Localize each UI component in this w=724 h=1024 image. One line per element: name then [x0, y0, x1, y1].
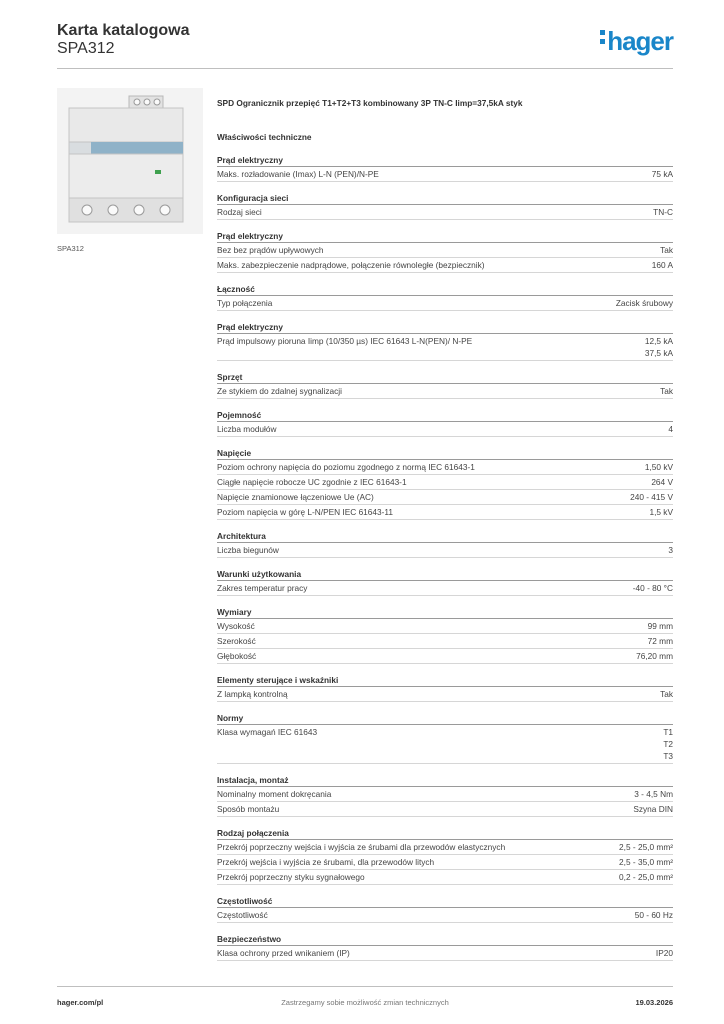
spec-value-line: 76,20 mm: [636, 651, 673, 661]
spec-section: [217, 530, 673, 558]
spec-section: [217, 192, 673, 220]
spec-row: [217, 649, 673, 664]
spec-label: Napięcie znamionowe łączeniowe Ue (AC): [217, 492, 374, 502]
spec-value-line: 1,5 kV: [649, 507, 673, 517]
spec-value: [663, 726, 673, 762]
spec-value: [660, 385, 673, 397]
spec-value: [634, 788, 673, 800]
spec-value-line: Tak: [660, 689, 673, 699]
hager-logo: hager: [600, 26, 673, 57]
page-header: [57, 20, 673, 70]
spec-label: Szerokość: [217, 636, 256, 646]
spec-value: [633, 803, 673, 815]
spec-value-line: Zacisk śrubowy: [615, 298, 673, 308]
spec-label: Przekrój poprzeczny styku sygnałowego: [217, 872, 365, 882]
spec-row: [217, 946, 673, 961]
spec-row: [217, 460, 673, 475]
spec-row: [217, 687, 673, 702]
spec-value: [645, 461, 673, 473]
spec-value: [633, 582, 673, 594]
spec-value-line: 12,5 kA: [644, 336, 673, 346]
spec-value-line: 50 - 60 Hz: [634, 910, 673, 920]
document-title: Karta katalogowa: [57, 22, 190, 39]
spec-value-line: T3: [663, 751, 673, 761]
spec-row: [217, 619, 673, 634]
section-title: Wymiary: [217, 606, 673, 619]
spec-value: [651, 476, 673, 488]
spec-value: [616, 297, 673, 309]
spec-content: [217, 96, 673, 961]
spec-label: Wysokość: [217, 621, 255, 631]
spec-value: [645, 335, 673, 359]
spec-row: [217, 422, 673, 437]
spec-section: [217, 321, 673, 361]
properties-heading: Właściwości techniczne: [217, 132, 312, 142]
spec-value-line: 37,5 kA: [644, 348, 673, 358]
product-image: [57, 88, 203, 234]
spec-value-line: 264 V: [651, 477, 673, 487]
spec-value: [668, 423, 673, 435]
spec-label: Maks. rozładowanie (Imax) L-N (PEN)/N-PE: [217, 169, 379, 179]
spec-value-line: 4: [668, 424, 673, 434]
spec-label: Sposób montażu: [217, 804, 280, 814]
section-title: Prąd elektryczny: [217, 321, 673, 334]
spec-row: [217, 787, 673, 802]
spec-row: [217, 205, 673, 220]
spec-row: [217, 543, 673, 558]
logo-dots-icon: [600, 30, 605, 48]
spec-row: [217, 243, 673, 258]
spec-label: Rodzaj sieci: [217, 207, 262, 217]
spec-section: [217, 283, 673, 311]
spec-value: [648, 620, 673, 632]
spec-label: Z lampką kontrolną: [217, 689, 288, 699]
footer-disclaimer: Zastrzegamy sobie możliwość zmian technicznych: [281, 998, 449, 1007]
spec-label: Liczba modułów: [217, 424, 277, 434]
spec-section: [217, 154, 673, 182]
footer-divider: [57, 986, 673, 987]
spec-value-line: 1,50 kV: [644, 462, 673, 472]
section-title: Łączność: [217, 283, 673, 296]
spec-label: Typ połączenia: [217, 298, 273, 308]
section-title: Architektura: [217, 530, 673, 543]
spec-label: Głębokość: [217, 651, 257, 661]
spec-section: [217, 895, 673, 923]
footer-date: 19.03.2026: [635, 998, 673, 1007]
spec-value-line: 99 mm: [647, 621, 673, 631]
spec-value: [656, 947, 673, 959]
spec-label: Klasa ochrony przed wnikaniem (IP): [217, 948, 350, 958]
spec-value-line: -40 - 80 °C: [632, 583, 673, 593]
spec-row: [217, 725, 673, 764]
spec-value-line: 3 - 4,5 Nm: [634, 789, 673, 799]
section-title: Prąd elektryczny: [217, 230, 673, 243]
spec-value-line: 2,5 - 35,0 mm²: [619, 857, 673, 867]
spec-value-line: 72 mm: [647, 636, 673, 646]
section-title: Częstotliwość: [217, 895, 673, 908]
section-title: Instalacja, montaż: [217, 774, 673, 787]
spec-section: [217, 606, 673, 664]
spec-row: [217, 634, 673, 649]
spec-value: [619, 841, 673, 853]
section-title: Normy: [217, 712, 673, 725]
spec-row: [217, 802, 673, 817]
spec-value-line: Tak: [660, 245, 673, 255]
spec-section: [217, 447, 673, 520]
spec-label: Częstotliwość: [217, 910, 268, 920]
spec-label: Przekrój wejścia i wyjścia ze śrubami, dla przewodów litych: [217, 857, 435, 867]
spec-label: Przekrój poprzeczny wejścia i wyjścia ze śrubami dla przewodów elastycznych: [217, 842, 506, 852]
spec-row: [217, 855, 673, 870]
spec-value-line: Szyna DIN: [633, 804, 673, 814]
spec-row: [217, 258, 673, 273]
spec-label: Nominalny moment dokręcania: [217, 789, 332, 799]
spec-label: Ze stykiem do zdalnej sygnalizacji: [217, 386, 342, 396]
spec-value-line: 2,5 - 25,0 mm²: [619, 842, 673, 852]
spec-value: [668, 544, 673, 556]
spec-value: [635, 909, 673, 921]
spec-value: [619, 871, 673, 883]
spec-row: [217, 475, 673, 490]
spec-row: [217, 384, 673, 399]
spec-section: [217, 712, 673, 764]
spec-row: [217, 581, 673, 596]
spec-row: [217, 296, 673, 311]
spec-label: Klasa wymagań IEC 61643: [217, 727, 318, 737]
spec-value-line: T1: [663, 727, 673, 737]
spec-value-line: 75 kA: [651, 169, 673, 179]
spec-row: [217, 840, 673, 855]
section-title: Bezpieczeństwo: [217, 933, 673, 946]
spec-section: [217, 674, 673, 702]
spec-label: Poziom napięcia w górę L-N/PEN IEC 61643-11: [217, 507, 394, 517]
header-divider: [57, 68, 673, 69]
spec-section: [217, 568, 673, 596]
spec-section: [217, 827, 673, 885]
spec-value-line: IP20: [655, 948, 673, 958]
spec-value-line: TN-C: [653, 207, 673, 217]
spec-label: Maks. zabezpieczenie nadprądowe, połączenie równoległe (bezpiecznik): [217, 260, 485, 270]
spec-value: [619, 856, 673, 868]
spec-row: [217, 908, 673, 923]
spec-value: [630, 491, 673, 503]
spec-label: Zakres temperatur pracy: [217, 583, 308, 593]
spec-row: [217, 167, 673, 182]
spec-value-line: 240 - 415 V: [630, 492, 673, 502]
spec-section: [217, 933, 673, 961]
product-code: SPA312: [57, 40, 115, 57]
spec-label: Prąd impulsowy pioruna Iimp (10/350 µs) IEC 61643 L-N(PEN)/ N-PE: [217, 336, 473, 346]
spec-label: Liczba biegunów: [217, 545, 279, 555]
spec-value: [660, 244, 673, 256]
section-title: Elementy sterujące i wskaźniki: [217, 674, 673, 687]
spec-section: [217, 371, 673, 399]
spec-value: [649, 506, 673, 518]
spec-value: [652, 259, 673, 271]
spec-value: [636, 650, 673, 662]
spec-row: [217, 870, 673, 885]
spec-row: [217, 505, 673, 520]
spec-label: Poziom ochrony napięcia do poziomu zgodnego z normą IEC 61643-1: [217, 462, 475, 472]
spec-sections: [217, 154, 673, 961]
spec-label: Ciągłe napięcie robocze UC zgodnie z IEC 61643-1: [217, 477, 407, 487]
spec-value-line: 0,2 - 25,0 mm²: [619, 872, 673, 882]
section-title: Pojemność: [217, 409, 673, 422]
spec-value: [660, 688, 673, 700]
image-caption: SPA312: [57, 244, 84, 253]
section-title: Warunki użytkowania: [217, 568, 673, 581]
spec-value-line: T2: [663, 739, 673, 749]
spec-value-line: Tak: [660, 386, 673, 396]
spec-section: [217, 409, 673, 437]
spec-value: [653, 206, 673, 218]
spec-label: Bez bez prądów upływowych: [217, 245, 324, 255]
section-title: Prąd elektryczny: [217, 154, 673, 167]
spec-value-line: 3: [668, 545, 673, 555]
spec-section: [217, 774, 673, 817]
footer-website: hager.com/pl: [57, 998, 104, 1007]
spec-value: [648, 635, 673, 647]
section-title: Konfiguracja sieci: [217, 192, 673, 205]
spec-value: [652, 168, 673, 180]
spec-row: [217, 490, 673, 505]
spec-section: [217, 230, 673, 273]
spec-row: [217, 334, 673, 361]
section-title: Sprzęt: [217, 371, 673, 384]
product-description: SPD Ogranicznik przepięć T1+T2+T3 kombinowany 3P TN-C Iimp=37,5kA styk: [217, 98, 523, 108]
spec-value-line: 160 A: [651, 260, 673, 270]
section-title: Rodzaj połączenia: [217, 827, 673, 840]
section-title: Napięcie: [217, 447, 673, 460]
